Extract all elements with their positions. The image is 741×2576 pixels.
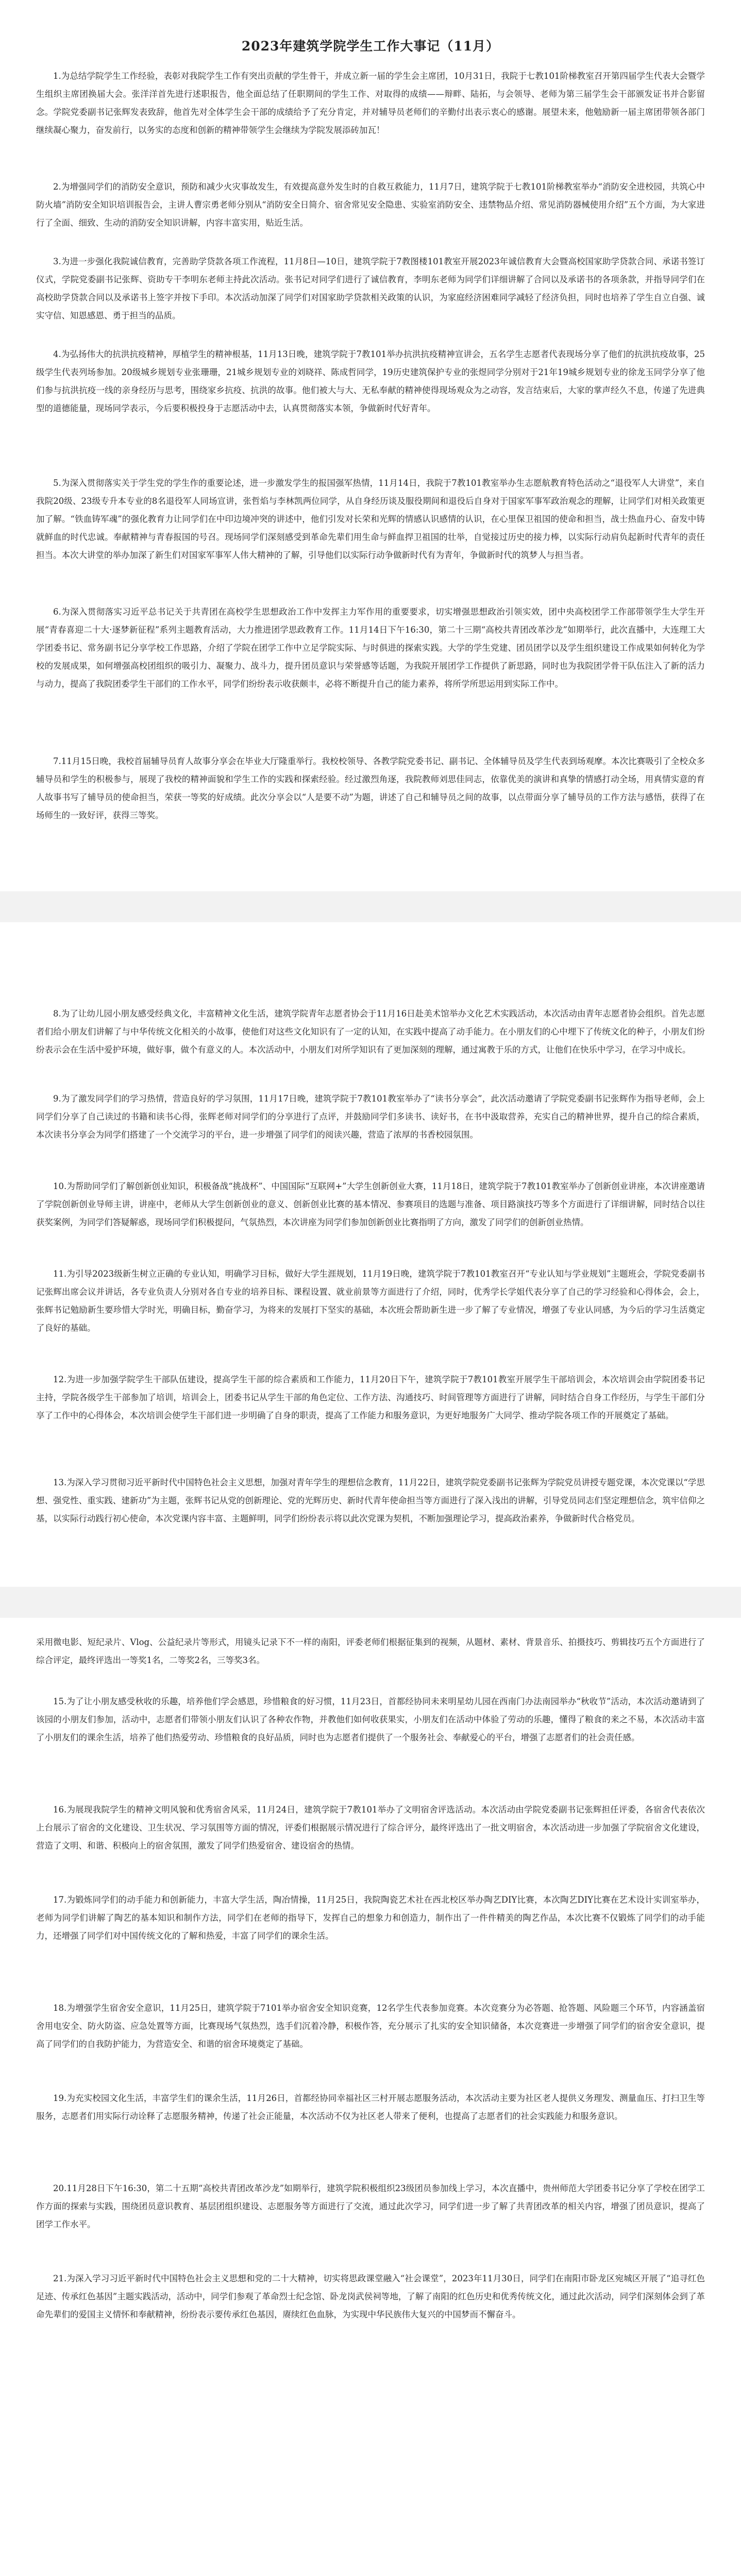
paragraph-9: 9.为了激发同学们的学习热情，营造良好的学习氛围，11月17日晚，建筑学院于7教101教室举办了“读书分享会”，此次活动邀请了学院党委副书记张辉作为指导老师，会上同学们分享了自己读过的书籍和读书心得，张辉老师对同学们的分享进行了点评，并鼓励同学们多读书、读好书，在书中汲取营养，充实自己的精神世界，提升自己的综合素质，本次读书分享会为同学们搭建了一个交流学习的平台，进一步增强了同学们的阅读兴趣，营造了浓厚的书香校园氛围。 [36,1094,705,1140]
paragraph-21: 21.为深入学习习近平新时代中国特色社会主义思想和党的二十大精神，切实将思政课堂融入“社会课堂”，2023年11月30日，同学们在南阳市卧龙区宛城区开展了“追寻红色足迹、传承红色基因”主题实践活动，活动中，同学们参观了革命烈士纪念馆、卧龙岗武侯祠等地，了解了南阳的红色历史和优秀传统文化，通过此次活动，同学们深刻体会到了革命先辈们的爱国主义情怀和奉献精神，纷纷表示要传承红色基因，赓续红色血脉，为实现中华民族伟大复兴的中国梦而不懈奋斗。 [36,2274,705,2319]
paragraph-2: 2.为增强同学们的消防安全意识，预防和减少火灾事故发生，有效提高意外发生时的自救互救能力，11月7日，建筑学院于七教101阶梯教室举办“消防安全进校园，共筑心中防火墙”消防安全知识培训报告会，主讲人曹宗勇老师分别从“消防安全日简介、宿舍常见安全隐患、实验室消防安全、违禁物品介绍、常见消防器械使用介绍”五个方面，为大家进行了全面、细致、生动的消防安全知识讲解，内容丰富实用，贴近生活。 [36,182,705,228]
paragraph-5: 5.为深入贯彻落实关于学生党的学生作的重要论述，进一步激发学生的报国强军热情，11月14日，我院于7教101教室举办生志愿航教育特色活动之“退役军人大讲堂”，来自我院20级、23级专升本专业的8名退役军人同场宣讲，张哲焰与李林凯两位同学，从自身经历谈及服役期间和退役后自身对于国家军事军政治观念的理解，让同学们对相关政策更加了解。“铁血铸军魂”的强化教育力让同学们在中印边境冲突的讲述中，他们引发对长荣和光辉的情感认识感情的认识，在心里保卫祖国的使命和担当，战士热血丹心、奋发中铸就鲜血的时代忠诚。奉献精神与青春报国的号召。现场同学们深刻感受到革命先辈们用生命与鲜血捍卫祖国的壮举，自觉接过历史的接力棒，以实际行动肩负起新时代青年的责任担当。本次大讲堂的举办加深了新生们对国家军事军人伟大精神的了解，引导他们以实际行动争做新时代有为青年，争做新时代的筑梦人与担当者。 [36,478,705,560]
paragraph-17: 17.为锻炼同学们的动手能力和创新能力，丰富大学生活，陶冶情操，11月25日，我院陶瓷艺术社在西北校区举办陶艺DIY比赛，本次陶艺DIY比赛在艺术设计实训室举办，老师为同学们讲解了陶艺的基本知识和制作方法，同学们在老师的指导下，发挥自己的想象力和创造力，制作出了一件件精美的陶艺作品，本次比赛不仅锻炼了同学们的动手能力，还增强了同学们对中国传统文化的了解和热爱，丰富了同学们的课余生活。 [36,1895,705,1941]
paragraph-8: 8.为了让幼儿园小朋友感受经典文化，丰富精神文化生活，建筑学院青年志愿者协会于11月16日赴美术馆举办文化艺术实践活动，本次活动由青年志愿者协会组织。首先志愿者们给小朋友们讲解了与中华传统文化相关的小故事，使他们对这些文化知识有了一定的认知，在实践中提高了动手能力。在小朋友们的心中埋下了传统文化的种子，小朋友们纷纷表示会在生活中爱护环境，做好事，做个有意义的人。本次活动中，小朋友们对所学知识有了更加深刻的理解，通过寓教于乐的方式，让他们在快乐中学习，在学习中成长。 [36,1009,705,1055]
paragraph-13: 13.为深入学习贯彻习近平新时代中国特色社会主义思想，加强对青年学生的理想信念教育，11月22日，建筑学院党委副书记张辉为学院党员讲授专题党课，本次党课以“学思想、强党性、重实践、建新功”为主题，张辉书记从党的创新理论、党的光辉历史、新时代青年使命担当等方面进行了深入浅出的讲解，引导党员同志们坚定理想信念，筑牢信仰之基，以实际行动践行初心使命，本次党课内容丰富、主题鲜明，同学们纷纷表示将以此次党课为契机，不断加强理论学习，提高政治素养，争做新时代合格党员。 [36,1478,705,1523]
paragraph-1: 1.为总结学院学生工作经验，表彰对我院学生工作有突出贡献的学生骨干，并成立新一届的学生会主席团，10月31日，我院于七教101阶梯教室召开第四届学生代表大会暨学生组织主席团换届大会。张洋洋首先进行述职报告，他全面总结了任职期间的学生工作、对取得的成绩——辩畔、陆拓，与会领导、老师为第三届学生会干部颁发证书并合影留念。学院党委副书记张辉发表致辞，他首先对全体学生会干部的成绩给予了充分肯定，并对辅导员老师们的辛勤付出表示衷心的感谢。展望未来，他勉励新一届主席团带领各部门继续凝心聚力，奋发前行，以务实的态度和创新的精神带领学生会继续为学院发展添砖加瓦！ [36,71,705,135]
page-gap [0,891,741,922]
paragraph-12: 12.为进一步加强学院学生干部队伍建设，提高学生干部的综合素质和工作能力，11月20日下午，建筑学院于7教101教室开展学生干部培训会，本次培训会由学院团委书记主持，学院各级学生干部参加了培训，培训会上，团委书记从学生干部的角色定位、工作方法、沟通技巧、时间管理等方面进行了讲解，同时结合自身工作经历，与学生干部们分享了工作中的心得体会，本次培训会使学生干部们进一步明确了自身的职责，提高了工作能力和服务意识，为更好地服务广大同学、推动学院各项工作的开展奠定了基础。 [36,1375,705,1420]
paragraph-19: 19.为充实校园文化生活，丰富学生们的课余生活，11月26日，首都经协同幸福社区三村开展志愿服务活动，本次活动主要为社区老人提供义务理发、测量血压、打扫卫生等服务，志愿者们用实际行动诠释了志愿服务精神，传递了社会正能量，本次活动不仅为社区老人带来了便利，也提高了志愿者们的社会实践能力和服务意识。 [36,2093,705,2121]
paragraph-20: 20.11月28日下午16:30，第二十五期“高校共青团改革沙龙”如期举行，建筑学院积极组织23级团员参加线上学习，本次直播中，贵州师范大学团委书记分享了学校在团学工作方面的探索与实践，围绕团员意识教育、基层团组织建设、志愿服务等方面进行了交流，通过此次学习，同学们进一步了解了共青团改革的相关内容，增强了团员意识，提高了团学工作水平。 [36,2183,705,2229]
paragraph-6: 6.为深入贯彻落实习近平总书记关于共青团在高校学生思想政治工作中发挥主力军作用的重要要求，切实增强思想政治引领实效，团中央高校团学工作部带领学生大学生开展“青春喜迎二十大·逐梦新征程”系列主题教育活动，大力推进团学思政教育工作。11月14日下午16:30，第二十三期“高校共青团改革沙龙”如期举行，此次直播中，大连理工大学团委书记、常务副书记分享学校工作思路，介绍了学院在团学工作中立足学院实际、与时俱进的探索实践。大学的学生党建、团员团学以及学生组织建设工作成果如何转化为学校的发展成果，如何增强高校团组织的吸引力、凝聚力、战斗力，提升团员意识与荣誉感等话题，为我院开展团学工作提供了新思路，同时也为我院团学骨干队伍注入了新的活力与动力，提高了我院团委学生干部们的工作水平，同学们纷纷表示收获颇丰，必将不断提升自己的能力素养，将所学所思运用到实际工作中。 [36,607,705,689]
paragraph-10: 10.为帮助同学们了解创新创业知识，积极备战“挑战杯”、中国国际“互联网+”大学生创新创业大赛，11月18日，建筑学院于7教101教室举办了创新创业讲座，本次讲座邀请了学院创新创业导师主讲，讲座中，老师从大学生创新创业的意义、创新创业比赛的基本情况、参赛项目的选题与准备、项目路演技巧等多个方面进行了详细讲解，同时结合以往获奖案例，为同学们答疑解惑，现场同学们积极提问，气氛热烈，本次讲座为同学们参加创新创业比赛指明了方向，激发了同学们的创新创业热情。 [36,1181,705,1227]
paragraph-15: 15.为了让小朋友感受秋收的乐趣，培养他们学会感恩，珍惜粮食的好习惯，11月23日，首都经协同未来明星幼儿园在西南门办法南园举办“秋收节”活动，本次活动邀请到了该园的小朋友们参加，活动中，志愿者们带领小朋友们认识了各种农作物，并教他们如何收获果实，小朋友们在活动中体验了劳动的乐趣，懂得了粮食的来之不易，本次活动丰富了小朋友们的课余生活，培养了他们热爱劳动、珍惜粮食的良好品质，同时也为志愿者们提供了一个服务社会、奉献爱心的平台，增强了志愿者们的社会责任感。 [36,1697,705,1742]
page-gap [0,1587,741,1618]
paragraph-7: 7.11月15日晚，我校首届辅导员育人故事分享会在毕业大厅隆重举行。我校校领导、各教学院党委书记、副书记、全体辅导员及学生代表到场观摩。本次比赛吸引了全校众多辅导员和学生的积极参与，展现了我校的精神面貌和学生工作的实践和探索经验。经过激烈角逐，我院教师刘思佳同志，依靠优美的演讲和真挚的情感打动全场，用真情实意的育人故事书写了辅导员的使命担当，荣获一等奖的好成绩。此次分享会以“人是要不动”为题，讲述了自己和辅导员之间的故事，以点带面分享了辅导员的工作方法与感悟，获得了在场师生的一致好评，获得三等奖。 [36,756,705,820]
document-title: 2023年建筑学院学生工作大事记（11月） [241,39,500,54]
paragraph-4: 4.为弘扬伟大的抗洪抗疫精神，厚植学生的精神根基，11月13日晚，建筑学院于7教101举办抗洪抗疫精神宣讲会，五名学生志愿者代表现场分享了他们的抗洪抗疫故事，25级学生代表列场参加。20级城乡规划专业张珊珊，21城乡规划专业的刘晓祥、陈成哲同学，19历史建筑保护专业的张煜同学分别对于21年19城乡规划专业的徐龙玉同学分享了他们参与抗洪抗疫一线的亲身经历与思考，围绕家乡抗疫、抗洪的故事。他们被大与大、无私奉献的精神使得现场观众为之动容，发言结束后，大家的掌声经久不息，传递了先进典型的道德能量，现场同学表示，今后要积极投身于志愿活动中去，认真贯彻落实本领，争做新时代好青年。 [36,349,705,413]
paragraph-14: 采用微电影、短纪录片、Vlog、公益纪录片等形式，用镜头记录下不一样的南阳，评委老师们根据征集到的视频，从题材、素材、背景音乐、拍摄技巧、剪辑技巧五个方面进行了综合评定，最终评选出一等奖1名，二等奖2名，三等奖3名。 [36,1637,705,1665]
paragraph-18: 18.为增强学生宿舍安全意识，11月25日，建筑学院于7101举办宿舍安全知识竞赛，12名学生代表参加竞赛。本次竞赛分为必答题、抢答题、风险题三个环节，内容涵盖宿舍用电安全、防火防盗、应急处置等方面，比赛现场气氛热烈，选手们沉着冷静，积极作答，充分展示了扎实的安全知识储备，本次竞赛进一步增强了同学们的宿舍安全意识，提高了同学们的自我防护能力，为营造安全、和谐的宿舍环境奠定了基础。 [36,2003,705,2049]
paragraph-3: 3.为进一步强化我院诚信教育，完善助学贷款各项工作流程，11月8日—10日，建筑学院于7教图楼101教室开展2023年诚信教育大会暨高校国家助学贷款合同、承诺书签订仪式，学院党委副书记张辉、资助专干李明东老师主持此次活动。张书记对同学们进行了诚信教育，李明东老师为同学们详细讲解了合同以及承诺书的各项条款，并指导同学们在高校助学贷款合同以及承诺书上签字并按下手印。本次活动加深了同学们对国家助学贷款相关政策的认识，为家庭经济困难同学减轻了经济负担，同时也培养了学生自立自强、诚实守信、知恩感恩、勇于担当的品质。 [36,257,705,320]
paragraph-16: 16.为展现我院学生的精神文明风貌和优秀宿舍风采，11月24日，建筑学院于7教101举办了文明宿舍评选活动。本次活动由学院党委副书记张辉担任评委，各宿舍代表依次上台展示了宿舍的文化建设、卫生状况、学习氛围等方面的情况，评委们根据展示情况进行了综合评分，最终评选出了一批文明宿舍，本次活动进一步加强了学院宿舍文化建设，营造了文明、和谐、积极向上的宿舍氛围，激发了同学们热爱宿舍、建设宿舍的热情。 [36,1805,705,1851]
paragraph-11: 11.为引导2023级新生树立正确的专业认知，明确学习目标，做好大学生涯规划，11月19日晚，建筑学院于7教101教室召开“专业认知与学业规划”主题班会，学院党委副书记张辉出席会议并讲话，各专业负责人分别对各自专业的培养目标、课程设置、就业前景等方面进行了介绍，同时，优秀学长学姐代表分享了自己的学习经验和心得体会，会上，张辉书记勉励新生要珍惜大学时光，明确目标，勤奋学习，为将来的发展打下坚实的基础，本次班会帮助新生进一步了解了专业情况，增强了专业认同感，为今后的学习生活奠定了良好的基础。 [36,1269,705,1333]
